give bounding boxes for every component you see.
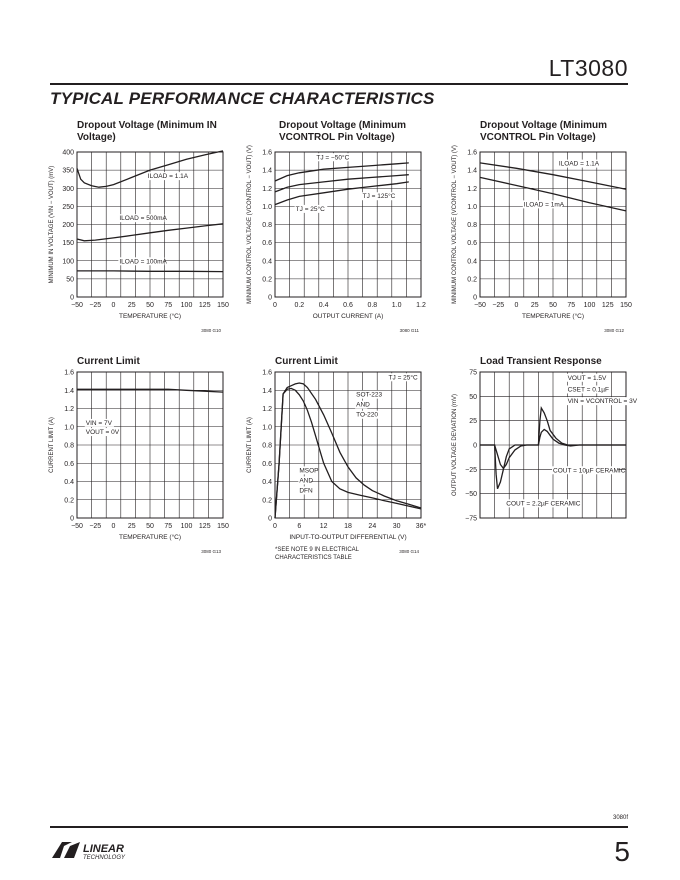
plot-panel [49,150,223,302]
x-tick-label: 0.4 [318,302,329,309]
x-tick-label: 75 [164,523,173,530]
footer-rule [50,826,628,828]
y-tick-label: 0.6 [262,460,272,468]
x-tick-label: 0 [273,302,277,309]
x-tick-label: 0 [273,523,277,530]
x-axis-label: TEMPERATURE (°C) [118,313,182,320]
annotation-label: ILOAD = 500mA [119,215,167,223]
chart-title: VCONTROL Pin Voltage) [480,132,596,143]
y-tick-label: 0.2 [262,276,272,284]
chart-1 [49,120,229,333]
annotation-label: ILOAD = 1mA [523,201,565,209]
y-tick-label: 0.8 [262,442,272,450]
x-tick-label: −25 [492,302,505,309]
plot-panel [452,145,626,304]
y-tick-label: 0.4 [262,479,272,486]
svg-text:TECHNOLOGY: TECHNOLOGY [83,855,126,861]
x-tick-label: −25 [89,523,102,530]
y-tick-label: 0.4 [467,258,477,266]
y-tick-label: 250 [62,203,74,211]
y-tick-label: 1.4 [64,387,74,395]
x-tick-label: 0 [514,302,519,309]
annotation-label: ILOAD = 1.1A [558,160,600,168]
annotation-label: VIN = VCONTROL = 3V [567,398,638,406]
linear-technology-logo [50,838,142,867]
x-axis-label: INPUT-TO-OUTPUT DIFFERENTIAL (V) [289,534,407,541]
y-tick-label: 50 [66,276,74,284]
data-series-line [275,163,409,181]
y-tick-label: 1.0 [262,203,272,211]
y-tick-label: 0.2 [262,497,272,505]
figure-code: 3080 G11 [399,328,419,333]
y-tick-label: 0.6 [262,240,272,248]
annotation-label: TO-220 [356,411,379,419]
figure-code: 3080 G12 [604,328,624,333]
x-tick-label: 1.0 [391,302,402,309]
y-axis-label: OUTPUT VOLTAGE DEVIATION (mV) [452,394,458,496]
annotation-label: SOT-223 [356,391,383,399]
y-tick-label: −25 [465,466,477,474]
y-tick-label: 0 [268,294,272,302]
y-tick-label: 200 [62,222,74,229]
x-tick-label: 125 [198,302,211,309]
annotation-label: TJ = 125°C [362,193,396,201]
x-tick-label: 0 [111,302,116,309]
x-tick-label: 50 [146,523,154,530]
y-tick-label: 0 [473,442,477,450]
annotation-label: TJ = 25°C [388,374,418,382]
y-tick-label: 350 [62,167,74,175]
y-tick-label: 150 [62,240,74,248]
x-tick-label: 75 [164,302,173,309]
x-axis-label: TEMPERATURE (°C) [118,534,182,541]
figure-code: 3080 G13 [201,549,221,554]
data-series-line [275,175,409,192]
x-tick-label: −50 [71,523,83,530]
y-tick-label: 0.8 [467,222,477,229]
y-tick-label: 50 [469,393,477,401]
chart-title: VCONTROL Pin Voltage) [279,132,395,143]
y-tick-label: 1.0 [467,203,477,211]
annotation-label: ILOAD = 1.1A [147,173,189,181]
x-tick-label: 150 [217,523,229,530]
y-tick-label: 0 [70,515,74,523]
y-tick-label: −50 [465,491,477,499]
x-tick-label: 125 [601,302,614,309]
chart-footnote: CHARACTERISTICS TABLE [275,555,352,561]
x-tick-label: 50 [549,302,557,309]
chart-title: Current Limit [77,356,140,367]
plot-panel [452,370,638,523]
y-tick-label: 0.2 [64,497,74,505]
x-tick-label: 125 [198,523,211,530]
x-axis-label: OUTPUT CURRENT (A) [312,313,384,320]
chart-5 [247,356,427,561]
annotation-label: MSOP [299,467,319,475]
x-tick-label: 1.2 [416,302,426,309]
x-tick-label: 18 [344,523,352,530]
x-tick-label: 24 [368,523,377,530]
y-tick-label: 1.0 [64,424,74,432]
y-tick-label: 0.4 [262,258,272,266]
y-tick-label: 0.6 [64,460,74,468]
x-tick-label: 100 [583,302,596,309]
y-tick-label: 0.8 [262,222,272,229]
y-tick-label: 1.6 [467,149,477,157]
annotation-label: AND [356,401,370,409]
y-tick-label: 1.4 [467,167,477,175]
y-tick-label: 0.8 [64,442,74,450]
y-tick-label: 1.2 [64,406,74,413]
x-tick-label: 36* [415,523,427,530]
svg-text:LINEAR: LINEAR [83,843,124,855]
chart-4 [49,356,229,554]
y-tick-label: 1.6 [64,369,74,377]
x-tick-label: 100 [180,302,193,309]
y-tick-label: −75 [465,515,477,523]
x-tick-label: 6 [297,523,302,530]
x-tick-label: 25 [127,523,136,530]
x-tick-label: −50 [474,302,486,309]
y-tick-label: 0 [268,515,272,523]
plot-panel [49,370,223,523]
x-tick-label: 50 [146,302,154,309]
y-tick-label: 25 [469,418,477,426]
y-tick-label: 400 [62,149,74,157]
annotation-label: CSET = 0.1µF [567,386,609,394]
x-tick-label: 75 [567,302,576,309]
y-tick-label: 1.0 [262,424,272,432]
x-tick-label: 100 [180,523,193,530]
part-number: LT3080 [548,55,628,81]
annotation-label: DFN [299,487,313,495]
y-tick-label: 1.6 [262,149,272,157]
plot-panel [247,145,421,304]
chart-footnote: *SEE NOTE 9 IN ELECTRICAL [275,547,360,553]
y-tick-label: 0.4 [64,479,74,486]
x-tick-label: −25 [89,302,102,309]
y-axis-label: MINIMUM CONTROL VOLTAGE (VCONTROL − VOUT) (V) [452,145,458,304]
x-tick-label: 150 [620,302,632,309]
chart-title: Dropout Voltage (Minimum IN [77,120,217,131]
x-tick-label: 25 [530,302,539,309]
annotation-label: VOUT = 0V [85,429,120,437]
data-series-line [77,271,223,272]
figure-code: 3080 G10 [201,328,221,333]
annotation-label: TJ = −50°C [316,154,350,162]
x-tick-label: 12 [319,523,328,530]
x-tick-label: 0.6 [343,302,353,309]
annotation-label: TJ = 25°C [295,205,325,213]
chart-title: Dropout Voltage (Minimum [279,120,407,131]
figure-code: 3080 G14 [399,549,419,554]
chart-3 [452,120,632,333]
y-tick-label: 300 [62,185,74,193]
x-tick-label: 0.2 [294,302,305,309]
y-tick-label: 1.4 [262,167,272,175]
y-tick-label: 1.2 [262,406,272,413]
annotation-label: VOUT = 1.5V [567,374,607,382]
annotation-label: AND [299,477,314,485]
chart-title: Voltage) [77,132,116,143]
y-tick-label: 1.6 [262,369,272,377]
chart-title: Dropout Voltage (Minimum [480,120,608,131]
y-tick-label: 1.4 [262,387,272,395]
y-tick-label: 1.2 [467,185,477,193]
section-title: TYPICAL PERFORMANCE CHARACTERISTICS [50,89,435,108]
x-axis-label: TEMPERATURE (°C) [521,313,585,320]
y-tick-label: 0 [473,294,477,302]
y-axis-label: MINIMUM IN VOLTAGE (VIN − VOUT) (mV) [49,165,55,284]
annotation-label: VIN = 7V [85,419,112,427]
plot-panel [247,370,421,523]
x-tick-label: 0 [111,523,116,530]
y-tick-label: 0.2 [467,276,477,284]
annotation-label: COUT = 10µF CERAMIC [553,467,626,475]
x-tick-label: −50 [71,302,83,309]
annotation-label: ILOAD = 100mA [119,258,167,266]
x-tick-label: 150 [217,302,229,309]
x-tick-label: 0.8 [367,302,378,309]
chart-2 [247,120,426,333]
annotation-label: COUT = 2.2µF CERAMIC [506,500,581,508]
chart-title: Current Limit [275,356,338,367]
y-tick-label: 0.6 [467,240,477,248]
chart-6 [452,356,638,523]
y-axis-label: CURRENT LIMIT (A) [247,417,253,473]
y-axis-label: CURRENT LIMIT (A) [49,417,55,473]
x-tick-label: 30 [392,523,401,530]
y-axis-label: MINIMUM CONTROL VOLTAGE (VCONTROL − VOUT) (V) [247,145,253,304]
y-tick-label: 100 [62,258,74,266]
y-tick-label: 75 [469,369,477,377]
y-tick-label: 0 [70,294,74,302]
doc-code: 3080f [612,815,628,821]
y-tick-label: 1.2 [262,185,272,193]
chart-title: Load Transient Response [480,356,602,367]
x-tick-label: 25 [127,302,136,309]
page-number: 5 [614,836,630,867]
